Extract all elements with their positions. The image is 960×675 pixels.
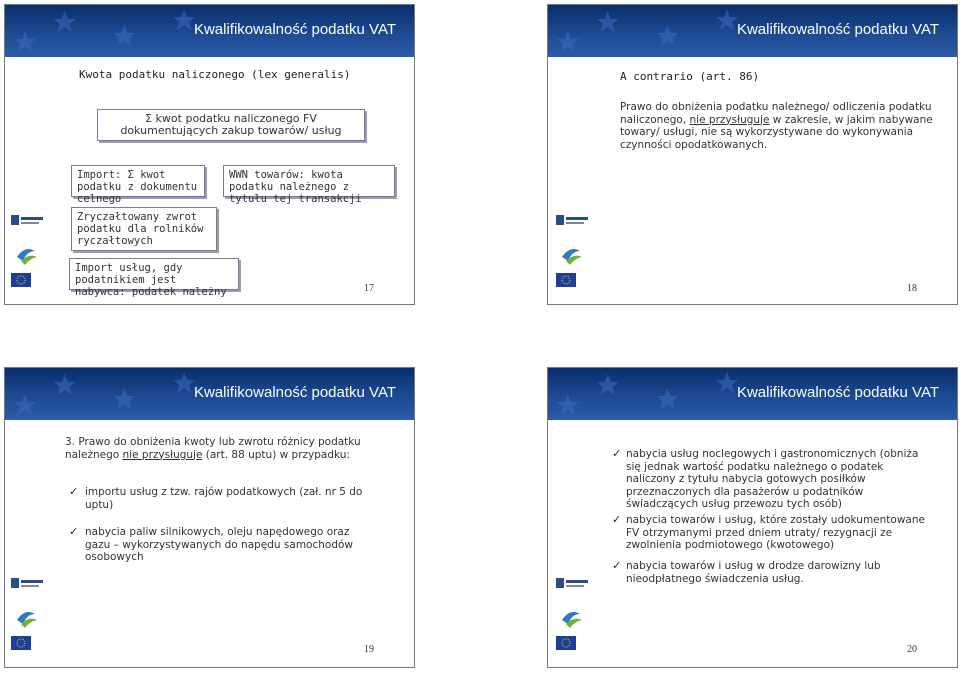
paragraph-part-b: w zakresie, w jakim nabywane towary/ usługi, nie są wykorzystywane do wykonywania czynności opodatkowanych. xyxy=(620,113,933,151)
bullet-item xyxy=(612,559,896,585)
regional-program-logo xyxy=(11,576,45,668)
import-services-box: Import usług, gdy podatnikiem jest nabywca: podatek należny xyxy=(69,258,239,290)
page-number: 18 xyxy=(907,283,917,294)
regional-program-logo xyxy=(556,576,590,668)
sum-purchase-invoices-box: Σ kwot podatku naliczonego FV dokumentujących zakup towarów/ usług xyxy=(97,109,365,141)
regional-program-logo xyxy=(556,213,590,305)
slide-17 xyxy=(4,4,415,305)
main-paragraph xyxy=(620,101,938,151)
header-title: Kwalifikowalność podatku VAT xyxy=(193,21,396,38)
eu-flag-icon xyxy=(556,636,576,650)
logo-column xyxy=(556,213,592,305)
bullet-text: importu usług z tzw. rajów podatkowych (zał. nr 5 do uptu) xyxy=(85,486,363,511)
logo-column xyxy=(11,213,47,305)
flat-rate-refund-box: Zryczałtowany zwrot podatku dla rolników ryczałtowych xyxy=(71,207,217,251)
checkmark-icon: ✓ xyxy=(69,485,79,498)
header-title: Kwalifikowalność podatku VAT xyxy=(736,384,939,401)
bullet-text: nabycia paliw silnikowych, oleju napędowego oraz gazu – wykorzystywanych do napędu samochodów osobowych xyxy=(85,526,354,563)
checkmark-icon: ✓ xyxy=(612,447,622,460)
header-title: Kwalifikowalność podatku VAT xyxy=(736,21,939,38)
bullet-item xyxy=(612,447,926,511)
import-customs-box: Import: Σ kwot podatku z dokumentu celnego xyxy=(71,165,205,197)
slide-header xyxy=(548,368,957,420)
logo-column xyxy=(11,576,47,668)
slide-heading: Kwota podatku naliczonego (lex generalis) xyxy=(79,68,351,81)
bullet-item xyxy=(69,485,365,511)
checkmark-icon: ✓ xyxy=(69,525,79,538)
page-number: 17 xyxy=(364,283,374,294)
slide-heading: A contrario (art. 86) xyxy=(620,70,760,83)
bullet-item xyxy=(69,525,355,564)
page-number: 19 xyxy=(364,644,374,655)
wwn-goods-box: WWN towarów: kwota podatku należnego z tytułu tej transakcji xyxy=(223,165,395,197)
item-text-b: (art. 88 uptu) w przypadku: xyxy=(205,448,350,461)
eu-flag-icon xyxy=(556,273,576,287)
header-title: Kwalifikowalność podatku VAT xyxy=(193,384,396,401)
slide-19 xyxy=(4,367,415,668)
item-emphasis: nie przysługuje xyxy=(122,448,203,461)
paragraph-part-a: Prawo do obniżenia podatku należnego/ odliczenia podatku naliczonego, xyxy=(620,101,932,126)
slide-header xyxy=(5,5,414,57)
item-number: 3. xyxy=(65,436,76,448)
logo-column xyxy=(556,576,592,668)
checkmark-icon: ✓ xyxy=(612,559,622,572)
bullet-text: nabycia towarów i usług, które zostały udokumentowane FV otrzymanymi przed dniem utraty/ rezygnacji ze zwolnienia podmiotowego (kwotowego) xyxy=(626,514,925,551)
eu-flag-icon xyxy=(11,636,31,650)
item-text-a: Prawo do obniżenia kwoty lub zwrotu różnicy podatku należnego xyxy=(65,436,361,461)
page-number: 20 xyxy=(907,644,917,655)
checkmark-icon: ✓ xyxy=(612,513,622,526)
bullet-item xyxy=(612,513,926,552)
numbered-item xyxy=(65,436,395,461)
slide-20 xyxy=(547,367,958,668)
slide-header xyxy=(548,5,957,57)
paragraph-emphasis: nie przysługuje xyxy=(689,113,770,126)
slide-18 xyxy=(547,4,958,305)
regional-program-logo xyxy=(11,213,45,305)
eu-flag-icon xyxy=(11,273,31,287)
slide-header xyxy=(5,368,414,420)
bullet-text: nabycia usług noclegowych i gastronomicznych (obniża się jednak wartość podatku należnego o podatek naliczony z tytułu nabycia gotowych posiłków przeznaczonych dla pasażerów u podatników świadczących usług przewozu tych osób) xyxy=(626,448,919,510)
bullet-text: nabycia towarów i usług w drodze darowizny lub nieodpłatnego świadczenia usług. xyxy=(626,560,881,585)
